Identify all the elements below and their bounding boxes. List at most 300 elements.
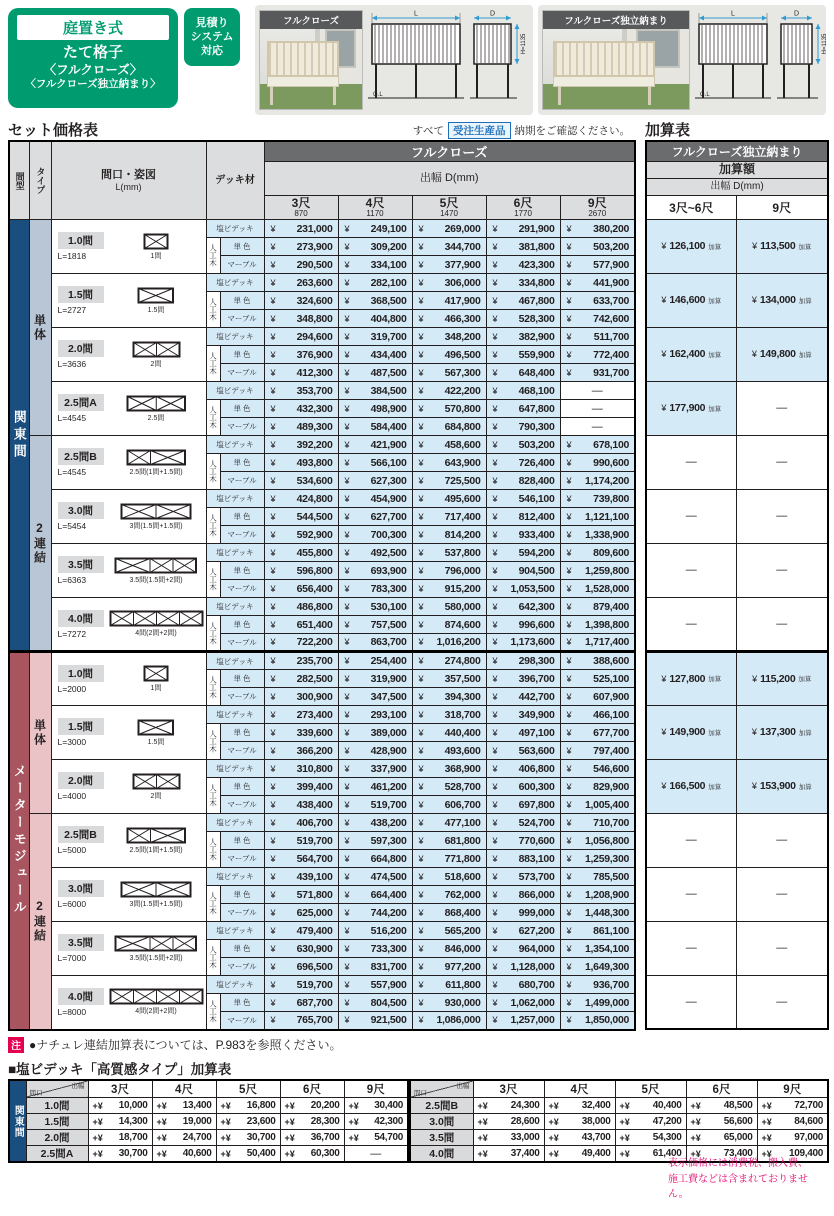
price-cell — [338, 634, 412, 652]
price-value: 762,000 — [444, 888, 481, 901]
yen-sign: ¥ — [492, 223, 498, 234]
note-badge: 注 — [8, 1037, 24, 1053]
kasan-cell: — — [646, 597, 736, 651]
deck-material-wood: 人工木 — [206, 292, 220, 328]
kasan-value: 126,100 — [669, 240, 706, 252]
price-cell — [338, 220, 412, 238]
price-cell — [412, 706, 486, 724]
price-value: 930,000 — [444, 996, 481, 1009]
kasan-header-col: 3尺~6尺 — [646, 195, 736, 219]
price-cell — [560, 940, 635, 958]
yen-sign: ¥ — [418, 349, 424, 360]
yen-sign: ¥ — [270, 961, 276, 972]
price-cell — [486, 472, 560, 490]
kasan-row — [646, 651, 828, 705]
size-label: 3.0間 — [58, 880, 104, 897]
yen-sign: ¥ — [566, 925, 572, 936]
price-cell — [264, 1012, 338, 1030]
price-value: 565,200 — [444, 924, 481, 937]
kasan-value: 149,900 — [669, 726, 706, 738]
kasan-header-col: 9尺 — [736, 195, 828, 219]
corner-diagonal-cell — [26, 1080, 88, 1098]
price-value: 406,700 — [296, 816, 333, 829]
badge-line: システム — [190, 30, 234, 43]
vinyl-price-value: 56,600 — [723, 1116, 753, 1127]
shaku-label: 4尺 — [365, 196, 385, 210]
yen-sign: ¥ — [418, 295, 424, 306]
front-elevation-diagram — [693, 8, 773, 113]
kasan-value: 166,500 — [669, 780, 706, 792]
price-cell — [486, 436, 560, 454]
price-cell — [486, 922, 560, 940]
deck-material-wood: 人工木 — [206, 400, 220, 436]
yen-sign: ¥ — [566, 295, 572, 306]
header-col-shaku — [264, 196, 338, 220]
vinyl-price-value: 49,400 — [581, 1148, 611, 1159]
yen-sign: ¥ — [418, 475, 424, 486]
price-value: 423,300 — [518, 258, 555, 271]
yen-sign: ¥ — [418, 907, 424, 918]
yen-sign: ¥ — [418, 637, 424, 647]
price-cell — [264, 832, 338, 850]
price-cell — [560, 742, 635, 760]
vinyl-price-cell — [152, 1114, 216, 1130]
price-value: 990,600 — [593, 456, 630, 469]
price-cell — [338, 616, 412, 634]
size-label: 1.0間 — [58, 665, 104, 682]
price-cell — [338, 796, 412, 814]
yen-sign: ¥ — [344, 925, 350, 936]
price-value: 829,900 — [593, 780, 630, 793]
vinyl-price-value: 18,700 — [118, 1132, 148, 1143]
price-cell — [412, 292, 486, 310]
price-value: 357,500 — [444, 672, 481, 685]
price-value: 996,600 — [518, 618, 555, 631]
price-cell — [338, 346, 412, 364]
plus-yen-sign: +¥ — [477, 1132, 488, 1143]
price-value: 1,121,100 — [585, 510, 630, 523]
price-cell — [412, 220, 486, 238]
price-value: 804,500 — [370, 996, 407, 1009]
kasan-row — [646, 759, 828, 813]
deck-material-solid: 単 色 — [220, 454, 264, 472]
price-value: 687,700 — [296, 996, 333, 1009]
svg-text:L: L — [414, 10, 418, 17]
span-figure-icon — [143, 233, 169, 250]
price-value: 294,600 — [296, 330, 333, 343]
yen-sign: ¥ — [344, 1015, 350, 1026]
yen-sign: ¥ — [418, 835, 424, 846]
price-cell — [486, 742, 560, 760]
length-value: L=4000 — [57, 791, 87, 801]
yen-sign: ¥ — [270, 421, 276, 432]
svg-text:L: L — [731, 10, 735, 17]
deck-material-wood: 人工木 — [206, 724, 220, 760]
price-cell — [486, 256, 560, 274]
deck-material-solid: 単 色 — [220, 670, 264, 688]
price-cell — [264, 688, 338, 706]
vinyl-price-cell — [615, 1130, 686, 1146]
size-label: 4.0間 — [58, 610, 104, 627]
price-cell — [412, 724, 486, 742]
price-cell — [412, 832, 486, 850]
price-cell — [560, 310, 635, 328]
yen-sign: ¥ — [566, 565, 572, 576]
deck-material-wood: 人工木 — [206, 454, 220, 490]
vinyl-col-header: 9尺 — [344, 1080, 408, 1098]
yen-sign: ¥ — [566, 871, 572, 882]
product-panel-independent — [538, 5, 826, 115]
shaku-mm: 1470 — [440, 208, 458, 218]
price-value: 544,500 — [296, 510, 333, 523]
price-value: 380,200 — [593, 222, 630, 235]
yen-sign: ¥ — [566, 457, 572, 468]
yen-sign: ¥ — [344, 331, 350, 342]
yen-sign: ¥ — [344, 799, 350, 810]
price-cell — [264, 958, 338, 976]
price-value: 344,700 — [444, 240, 481, 253]
vinyl-row — [9, 1114, 408, 1130]
header-col-shaku — [412, 196, 486, 220]
vinyl-row-label: 2.0間 — [26, 1130, 88, 1146]
price-value: 524,700 — [518, 816, 555, 829]
price-cell — [338, 580, 412, 598]
yen-sign: ¥ — [492, 997, 498, 1008]
yen-sign: ¥ — [344, 656, 350, 666]
size-label: 3.5間 — [58, 556, 104, 573]
price-cell — [560, 562, 635, 580]
deck-material-vinyl: 塩ビデッキ — [206, 976, 264, 994]
span-figure-cell — [51, 922, 206, 976]
yen-sign: ¥ — [344, 835, 350, 846]
price-value: 964,000 — [518, 942, 555, 955]
span-figure-icon — [137, 287, 175, 304]
plus-yen-sign: +¥ — [348, 1116, 359, 1127]
price-cell — [486, 418, 560, 436]
price-value: 744,200 — [370, 906, 407, 919]
yen-sign: ¥ — [492, 547, 498, 558]
price-cell — [560, 832, 635, 850]
price-value: 765,700 — [296, 1014, 333, 1027]
span-figure-icon — [126, 395, 187, 412]
kasan-cell: — — [736, 435, 828, 489]
vinyl-row-label: 1.0間 — [26, 1098, 88, 1114]
yen-sign: ¥ — [418, 439, 424, 450]
span-figure-icon — [132, 341, 181, 358]
yen-sign: ¥ — [566, 331, 572, 342]
deck-material-marble: マーブル — [220, 742, 264, 760]
yen-sign: ¥ — [492, 889, 498, 900]
shaku-mm: 1170 — [366, 208, 384, 218]
yen-sign: ¥ — [661, 295, 667, 305]
kasan-cell: — — [736, 381, 828, 435]
yen-sign: ¥ — [344, 961, 350, 972]
price-cell — [560, 634, 635, 652]
yen-sign: ¥ — [566, 439, 572, 450]
price-value: 678,100 — [593, 438, 630, 451]
price-cell — [338, 292, 412, 310]
svg-text:H=1135: H=1135 — [822, 33, 828, 54]
price-cell — [560, 580, 635, 598]
price-value: 664,800 — [370, 852, 407, 865]
made-to-order-badge: 受注生産品 — [448, 122, 511, 139]
price-cell — [338, 652, 412, 670]
price-value: 664,400 — [370, 888, 407, 901]
price-cell — [412, 490, 486, 508]
kasan-cell — [736, 759, 828, 813]
kasan-cell: — — [646, 975, 736, 1029]
price-cell — [264, 238, 338, 256]
vinyl-price-value: 37,400 — [510, 1148, 540, 1159]
price-value: 396,700 — [518, 672, 555, 685]
yen-sign: ¥ — [418, 583, 424, 594]
deck-material-vinyl: 塩ビデッキ — [206, 382, 264, 400]
price-cell — [338, 706, 412, 724]
kasan-cell: — — [646, 543, 736, 597]
deck-material-solid: 単 色 — [220, 508, 264, 526]
price-cell — [264, 616, 338, 634]
kasan-suffix-label: 加算 — [708, 405, 722, 413]
price-cell — [486, 670, 560, 688]
price-cell — [486, 868, 560, 886]
shaku-label: 9尺 — [587, 196, 607, 210]
yen-sign: ¥ — [344, 619, 350, 630]
plus-yen-sign: +¥ — [619, 1116, 630, 1127]
price-cell — [264, 994, 338, 1012]
price-cell — [560, 1012, 635, 1030]
kasan-row — [646, 543, 828, 597]
yen-sign: ¥ — [566, 853, 572, 864]
price-value: 511,700 — [593, 330, 630, 343]
deck-material-solid: 単 色 — [220, 778, 264, 796]
kasan-value: 137,300 — [759, 726, 796, 738]
price-value: 874,600 — [444, 618, 481, 631]
price-cell — [560, 760, 635, 778]
yen-sign: ¥ — [566, 1015, 572, 1026]
yen-sign: ¥ — [418, 511, 424, 522]
yen-sign: ¥ — [566, 763, 572, 774]
deck-material-solid: 単 色 — [220, 346, 264, 364]
plus-yen-sign: +¥ — [284, 1116, 295, 1127]
yen-sign: ¥ — [344, 547, 350, 558]
plus-yen-sign: +¥ — [619, 1132, 630, 1143]
price-cell — [264, 976, 338, 994]
kasan-cell — [736, 651, 828, 705]
price-cell — [264, 472, 338, 490]
price-cell — [412, 940, 486, 958]
price-value: 570,800 — [444, 402, 481, 415]
yen-sign: ¥ — [270, 277, 276, 288]
price-cell — [412, 958, 486, 976]
kasan-suffix-label: 加算 — [708, 676, 722, 683]
price-cell — [264, 706, 338, 724]
price-value: 642,300 — [518, 600, 555, 613]
note-text: ●ナチュレ連結加算表については、P.983を参照ください。 — [29, 1038, 342, 1052]
price-cell — [338, 490, 412, 508]
price-cell — [412, 670, 486, 688]
product-variant-1: 〈フルクローズ〉 — [43, 62, 143, 77]
price-cell — [486, 940, 560, 958]
price-cell — [412, 1012, 486, 1030]
yen-sign: ¥ — [344, 277, 350, 288]
yen-sign: ¥ — [344, 763, 350, 774]
price-value: 584,400 — [370, 420, 407, 433]
kasan-row — [646, 867, 828, 921]
yen-sign: ¥ — [270, 439, 276, 450]
table-row — [9, 814, 635, 832]
set-price-table — [8, 140, 636, 1031]
kasan-suffix-label: 加算 — [708, 351, 722, 359]
price-value: 389,000 — [370, 726, 407, 739]
deck-material-vinyl: 塩ビデッキ — [206, 220, 264, 238]
price-value: 772,400 — [593, 348, 630, 361]
kasan-row — [646, 705, 828, 759]
yen-sign: ¥ — [492, 403, 498, 414]
vinyl-price-cell — [216, 1114, 280, 1130]
vinyl-price-cell — [757, 1114, 828, 1130]
vinyl-row — [410, 1098, 828, 1114]
price-cell — [412, 508, 486, 526]
photo-deck-leg — [648, 86, 651, 106]
plus-yen-sign: +¥ — [220, 1148, 231, 1159]
yen-sign: ¥ — [492, 313, 498, 324]
deck-material-vinyl: 塩ビデッキ — [206, 436, 264, 454]
plus-yen-sign: +¥ — [156, 1132, 167, 1143]
price-cell — [486, 832, 560, 850]
price-value: 757,500 — [370, 618, 407, 631]
size-label: 2.0間 — [58, 340, 104, 357]
vinyl-price-value: 10,000 — [118, 1100, 148, 1111]
figure-dimension-label: 3間(1.5間+1.5間) — [129, 522, 183, 530]
price-value: 566,100 — [370, 456, 407, 469]
price-value: 319,700 — [370, 330, 407, 343]
vinyl-price-value: 54,300 — [652, 1132, 682, 1143]
price-cell — [264, 346, 338, 364]
price-value: 597,300 — [370, 834, 407, 847]
span-figure-cell — [51, 490, 206, 544]
vinyl-price-cell — [280, 1114, 344, 1130]
vinyl-price-value: 97,000 — [794, 1132, 823, 1143]
price-value: 600,300 — [518, 780, 555, 793]
size-label: 1.0間 — [58, 232, 104, 249]
price-value: 421,900 — [370, 438, 407, 451]
kasan-cell — [736, 219, 828, 273]
price-cell — [338, 724, 412, 742]
span-figure-cell — [51, 436, 206, 490]
yen-sign: ¥ — [418, 403, 424, 414]
yen-sign: ¥ — [492, 295, 498, 306]
size-label: 4.0間 — [58, 988, 104, 1005]
price-cell — [412, 598, 486, 616]
yen-sign: ¥ — [344, 781, 350, 792]
price-cell — [486, 562, 560, 580]
yen-sign: ¥ — [270, 583, 276, 594]
price-cell — [338, 670, 412, 688]
price-value: 366,200 — [296, 744, 333, 757]
price-value: 269,000 — [444, 222, 481, 235]
price-value: 573,700 — [518, 870, 555, 883]
yen-sign: ¥ — [270, 223, 276, 234]
yen-sign: ¥ — [566, 817, 572, 828]
price-cell — [412, 976, 486, 994]
yen-sign: ¥ — [492, 565, 498, 576]
vinyl-row-label: 4.0間 — [410, 1146, 473, 1163]
yen-sign: ¥ — [566, 241, 572, 252]
price-cell — [338, 868, 412, 886]
deck-material-wood: 人工木 — [206, 346, 220, 382]
price-value: 739,800 — [593, 492, 630, 505]
independent-addition-table — [645, 140, 829, 1030]
price-cell — [264, 364, 338, 382]
price-value: 647,800 — [518, 402, 555, 415]
span-figure-cell — [51, 274, 206, 328]
corner-row-label: 間口 — [29, 1090, 43, 1097]
price-value: 1,850,000 — [585, 1014, 630, 1027]
yen-sign: ¥ — [418, 691, 424, 702]
yen-sign: ¥ — [661, 781, 667, 791]
vinyl-price-value: 84,600 — [794, 1116, 823, 1127]
vinyl-price-value: 40,400 — [652, 1100, 682, 1111]
yen-sign: ¥ — [751, 781, 757, 791]
deck-material-marble: マーブル — [220, 634, 264, 652]
deck-material-vinyl: 塩ビデッキ — [206, 868, 264, 886]
price-cell — [338, 418, 412, 436]
deck-material-marble: マーブル — [220, 796, 264, 814]
vinyl-price-value: 16,800 — [246, 1100, 276, 1111]
vinyl-price-value: 36,700 — [310, 1132, 340, 1143]
price-cell — [338, 742, 412, 760]
span-figure-cell — [51, 652, 206, 706]
price-value: 1,128,000 — [510, 960, 555, 973]
kasan-cell — [736, 327, 828, 381]
plus-yen-sign: +¥ — [761, 1132, 772, 1143]
yen-sign: ¥ — [418, 997, 424, 1008]
price-cell — [486, 454, 560, 472]
span-figure-icon — [143, 665, 169, 682]
deck-material-solid: 単 色 — [220, 940, 264, 958]
price-cell — [338, 688, 412, 706]
deck-material-vinyl: 塩ビデッキ — [206, 598, 264, 616]
type-cell: 2連結 — [29, 814, 51, 1030]
price-cell — [338, 328, 412, 346]
price-value: 915,200 — [444, 582, 481, 595]
kasan-value: 177,900 — [669, 402, 706, 414]
yen-sign: ¥ — [270, 619, 276, 630]
price-value: 681,800 — [444, 834, 481, 847]
price-value: 611,800 — [445, 978, 481, 991]
price-cell — [560, 994, 635, 1012]
price-cell: — — [560, 418, 635, 436]
price-value: 388,600 — [593, 655, 630, 667]
vinyl-deck-addition-tables — [8, 1079, 829, 1163]
price-cell — [560, 598, 635, 616]
yen-sign: ¥ — [492, 475, 498, 486]
price-value: 770,600 — [518, 834, 555, 847]
order-note-suffix: 納期をご確認ください。 — [514, 125, 630, 137]
plus-yen-sign: +¥ — [348, 1132, 359, 1143]
yen-sign: ¥ — [492, 925, 498, 936]
price-cell — [264, 724, 338, 742]
deck-material-wood: 人工木 — [206, 940, 220, 976]
yen-sign: ¥ — [492, 979, 498, 990]
price-cell — [338, 562, 412, 580]
price-value: 733,300 — [370, 942, 407, 955]
price-value: 710,700 — [593, 816, 630, 829]
price-cell — [486, 364, 560, 382]
yen-sign: ¥ — [566, 781, 572, 792]
svg-text:D: D — [489, 10, 496, 17]
price-cell — [412, 364, 486, 382]
